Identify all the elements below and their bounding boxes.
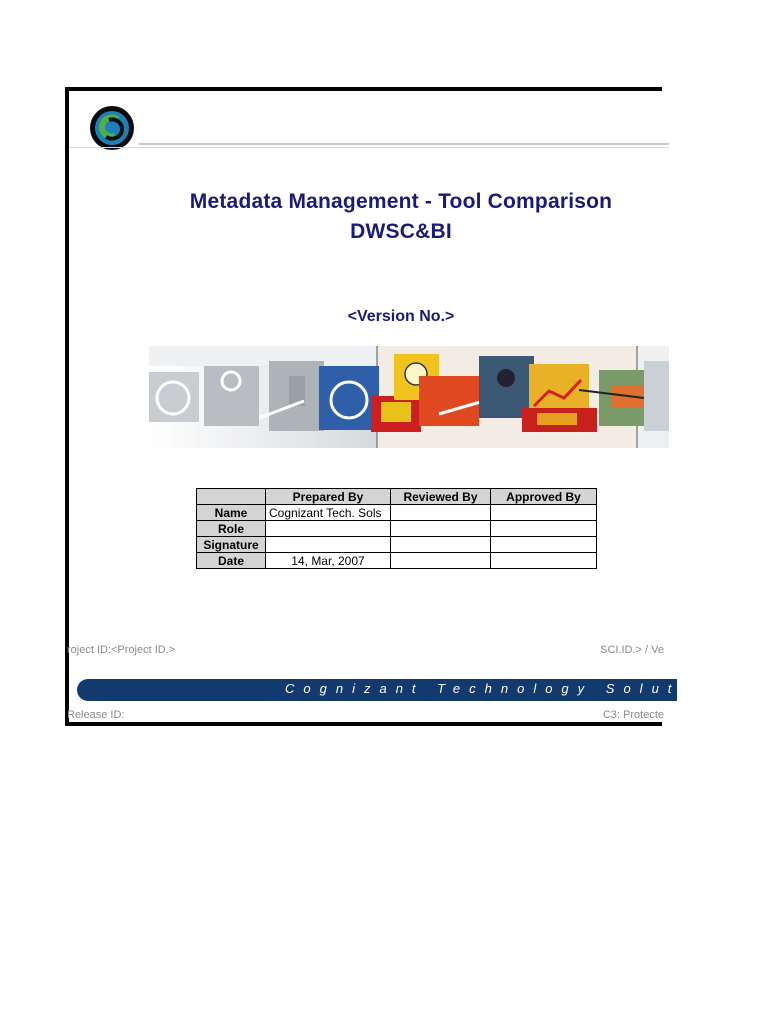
company-name-text: Cognizant Technology Solutio xyxy=(285,681,709,696)
document-title: Metadata Management - Tool Comparison xyxy=(189,190,613,213)
row-label-role: Role xyxy=(197,521,266,537)
cell-date-reviewed xyxy=(391,553,491,569)
sci-id-text: SCI.ID.> / Ve xyxy=(600,644,664,656)
signoff-table xyxy=(196,488,597,569)
banner-image xyxy=(149,346,669,448)
cell-signature-prepared xyxy=(266,537,391,553)
header-rule-light xyxy=(69,147,669,148)
cell-signature-reviewed xyxy=(391,537,491,553)
table-header-empty xyxy=(197,489,266,505)
cell-date-prepared: 14, Mar, 2007 xyxy=(266,553,391,569)
classification-text: C3: Protecte xyxy=(602,709,664,721)
cell-role-approved xyxy=(491,521,597,537)
version-number: <Version No.> xyxy=(347,308,455,325)
cognizant-logo-icon xyxy=(89,105,135,151)
company-footer-bar xyxy=(77,679,709,701)
cell-role-reviewed xyxy=(391,521,491,537)
document-subtitle: DWSC&BI xyxy=(350,220,452,243)
table-row xyxy=(197,553,597,569)
table-header-reviewed-by: Reviewed By xyxy=(391,489,491,505)
table-header-prepared-by: Prepared By xyxy=(266,489,391,505)
row-label-signature: Signature xyxy=(197,537,266,553)
project-id-text: roject ID:<Project ID.> xyxy=(67,644,176,656)
table-header-approved-by: Approved By xyxy=(491,489,597,505)
release-id-text: Release ID: xyxy=(67,709,125,721)
header-rule xyxy=(139,143,669,145)
table-row xyxy=(197,521,597,537)
table-header-row xyxy=(197,489,597,505)
cell-name-reviewed xyxy=(391,505,491,521)
cell-name-approved xyxy=(491,505,597,521)
cell-name-prepared: Cognizant Tech. Sols xyxy=(266,505,391,521)
document-sheet xyxy=(65,87,709,726)
cell-signature-approved xyxy=(491,537,597,553)
table-row xyxy=(197,505,597,521)
table-row xyxy=(197,537,597,553)
cell-role-prepared xyxy=(266,521,391,537)
row-label-name: Name xyxy=(197,505,266,521)
cell-date-approved xyxy=(491,553,597,569)
row-label-date: Date xyxy=(197,553,266,569)
